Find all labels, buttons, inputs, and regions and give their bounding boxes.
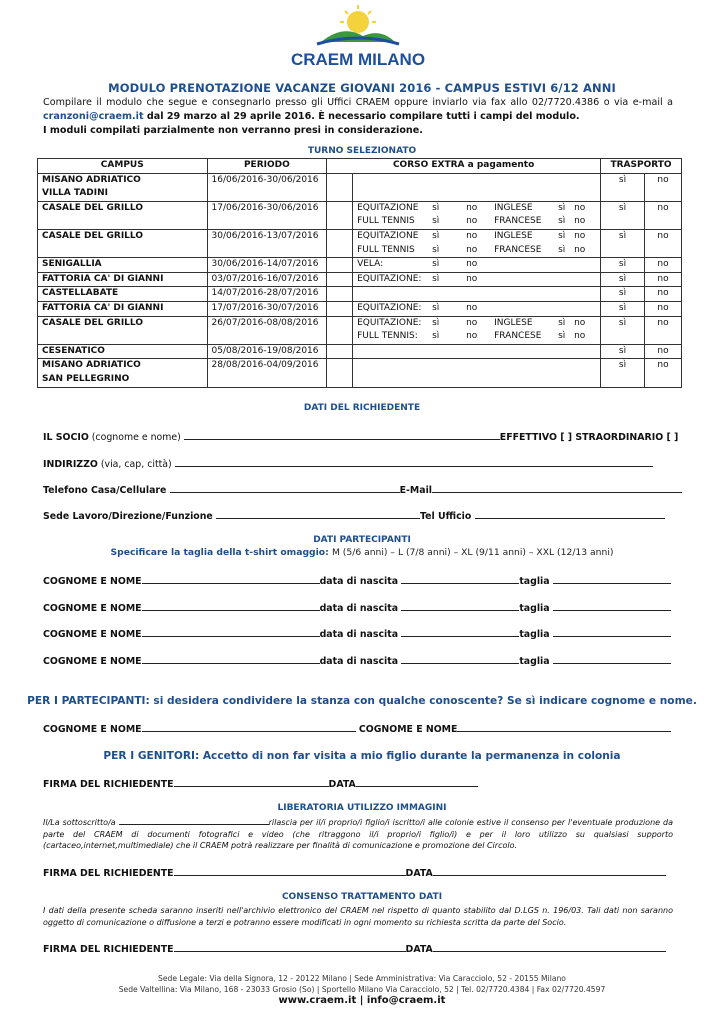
indirizzo-row	[43, 457, 653, 470]
socio-field[interactable]	[184, 430, 500, 440]
extra-course-name: VELA:	[357, 259, 384, 270]
footer-line-1: Sede Legale: Via della Signora, 12 - 20122 Milano | Sede Amministrativa: Via Caracciolo, 52 - 20155 Milano	[158, 974, 566, 983]
email-label: E-Mail	[399, 485, 433, 496]
extra-no-option[interactable]: no	[466, 273, 478, 284]
table-header-row	[38, 159, 682, 174]
extra-si-option-2[interactable]: sì	[558, 244, 566, 255]
stanza-cognome-label-1: COGNOME E NOME	[43, 724, 142, 735]
consenso-firma-label: FIRMA DEL RICHIEDENTE	[43, 944, 174, 955]
liberatoria-text-a: Il/La sottoscritto/a	[43, 818, 119, 827]
trasporto-si[interactable]: sì	[601, 301, 645, 316]
extra-si-option[interactable]: sì	[432, 302, 440, 313]
liberatoria-data-field[interactable]	[433, 866, 666, 876]
extra-cell	[353, 359, 601, 387]
periodo-cell: 17/07/2016-30/07/2016	[207, 301, 327, 316]
intro-text	[43, 96, 673, 138]
indirizzo-field[interactable]	[175, 457, 653, 467]
turno-heading: TURNO SELEZIONATO	[307, 146, 417, 156]
extra-no-option[interactable]: no	[466, 317, 478, 328]
campus-name: CASALE DEL GRILLO	[42, 202, 143, 213]
campus-cell	[38, 173, 208, 201]
trasporto-no[interactable]: no	[644, 229, 681, 257]
extra-course-line	[357, 302, 596, 316]
extra-no-option[interactable]: no	[466, 331, 478, 342]
intro-email-link[interactable]: cranzoni@craem.it	[43, 111, 144, 122]
extra-cell	[353, 229, 601, 257]
trasporto-no[interactable]: no	[644, 359, 681, 387]
extra-si-option-2[interactable]: sì	[558, 216, 566, 227]
socio-row	[43, 430, 678, 443]
extra-si-option[interactable]: sì	[432, 244, 440, 255]
trasporto-si[interactable]: sì	[601, 201, 645, 229]
participant-cognome-field[interactable]	[142, 601, 320, 611]
genitori-data-field[interactable]	[356, 777, 478, 787]
trasporto-si[interactable]: sì	[601, 344, 645, 359]
extra-no-option-2[interactable]: no	[574, 317, 586, 328]
campus-name: FATTORIA CA' DI GIANNI	[42, 302, 164, 313]
extra-si-option-2[interactable]: sì	[558, 317, 566, 328]
campus-cell	[38, 272, 208, 287]
participant-taglia-label: taglia	[519, 576, 553, 587]
participant-row	[43, 654, 671, 667]
liberatoria-heading: LIBERATORIA UTILIZZO IMMAGINI	[277, 803, 447, 813]
extra-cell	[353, 173, 601, 201]
campus-name: CASALE DEL GRILLO	[42, 230, 143, 241]
consenso-text: I dati della presente scheda saranno inseriti nell'archivio elettronico del CRAEM nel rispetto di quanto stabilito dal D.LGS n. 196/03. Tali dati non saranno oggetto di comunicazione o diffusione a terzi e potranno essere modificati in ogni momento su richiesta scritta da parte del Socio.	[43, 906, 673, 927]
participant-taglia-field[interactable]	[553, 654, 671, 664]
stanza-cognome-label-2: COGNOME E NOME	[355, 724, 458, 735]
extra-no-option[interactable]: no	[466, 244, 478, 255]
extra-cell	[353, 201, 601, 229]
extra-course-name: FULL TENNIS	[357, 216, 415, 227]
genitori-firma-row	[43, 777, 478, 790]
extra-course-line	[357, 202, 596, 216]
checkbox-cell[interactable]	[327, 258, 353, 273]
liberatoria-firma-label: FIRMA DEL RICHIEDENTE	[43, 868, 174, 879]
extra-no-option-2[interactable]: no	[574, 331, 586, 342]
extra-si-option-2[interactable]	[558, 273, 574, 287]
extra-si-option-2[interactable]: sì	[558, 202, 566, 213]
participant-cognome-label: COGNOME E NOME	[43, 656, 142, 667]
extra-course-name: EQUITAZIONE	[357, 202, 419, 213]
periodo-cell: 03/07/2016-16/07/2016	[207, 272, 327, 287]
periodo-cell: 30/06/2016-14/07/2016	[207, 258, 327, 273]
extra-course-name-2: INGLESE	[494, 317, 533, 328]
extra-course-line	[357, 258, 596, 272]
logo-text: CRAEM MILANO	[290, 50, 426, 69]
checkbox-cell[interactable]	[327, 173, 353, 201]
participant-nascita-field[interactable]	[401, 601, 519, 611]
campus-name: CESENATICO	[42, 345, 105, 356]
participant-row	[43, 627, 671, 640]
campus-cell	[38, 344, 208, 359]
table-row	[38, 173, 682, 201]
taglia-note-sizes: M (5/6 anni) – L (7/8 anni) – XL (9/11 anni) – XXL (12/13 anni)	[331, 547, 614, 558]
consenso-firma-field[interactable]	[174, 942, 406, 952]
extra-si-option-2[interactable]	[558, 302, 574, 316]
genitori-heading: PER I GENITORI: Accetto di non far visita a mio figlio durante la permanenza in colonia	[103, 750, 621, 762]
taglia-note-bold: Specificare la taglia della t-shirt omaggio:	[110, 547, 332, 558]
intro-line-1: Compilare il modulo che segue e consegnarlo presso gli Uffici CRAEM oppure inviarlo via fax allo 02/7720.4386 o via e-mail a	[43, 97, 673, 108]
header-periodo: PERIODO	[207, 159, 327, 174]
extra-course-line	[357, 273, 596, 287]
periodo-cell: 17/06/2016-30/06/2016	[207, 201, 327, 229]
participant-cognome-field[interactable]	[142, 574, 320, 584]
extra-no-option-2[interactable]: no	[574, 216, 586, 227]
header-campus: CAMPUS	[38, 159, 208, 174]
campus-name: MISANO ADRIATICO	[42, 174, 141, 185]
email-field[interactable]	[432, 483, 682, 493]
table-row	[38, 258, 682, 273]
participant-taglia-label: taglia	[519, 629, 553, 640]
participant-taglia-field[interactable]	[553, 601, 671, 611]
periodo-cell: 16/06/2016-30/06/2016	[207, 173, 327, 201]
extra-cell	[353, 301, 601, 316]
telefono-field[interactable]	[170, 483, 400, 493]
extra-course-name: EQUITAZIONE:	[357, 317, 422, 328]
socio-label: IL SOCIO	[43, 432, 89, 443]
extra-course-name: EQUITAZIONE:	[357, 302, 422, 313]
genitori-firma-field[interactable]	[174, 777, 329, 787]
campus-name: FATTORIA CA' DI GIANNI	[42, 273, 164, 284]
participant-nascita-label: data di nascita	[319, 629, 402, 640]
campus-name-2: SAN PELLEGRINO	[42, 373, 130, 384]
trasporto-si[interactable]: sì	[601, 229, 645, 257]
participant-cognome-field[interactable]	[142, 627, 320, 637]
stanza-cognome-field-2[interactable]	[457, 722, 671, 732]
checkbox-cell[interactable]	[327, 359, 353, 387]
extra-course-line	[357, 244, 596, 258]
extra-course-name-2: FRANCESE	[494, 331, 542, 342]
extra-no-option-2[interactable]: no	[574, 230, 586, 241]
participant-row	[43, 601, 671, 614]
turni-table	[37, 158, 682, 388]
trasporto-si[interactable]: sì	[601, 316, 645, 344]
page-title: MODULO PRENOTAZIONE VACANZE GIOVANI 2016 - CAMPUS ESTIVI 6/12 ANNI	[108, 81, 616, 95]
participant-nascita-field[interactable]	[401, 654, 519, 664]
intro-line-3: I moduli compilati parzialmente non verranno presi in considerazione.	[43, 125, 423, 136]
extra-si-option[interactable]: sì	[432, 230, 440, 241]
campus-cell	[38, 229, 208, 257]
extra-course-name-2: INGLESE	[494, 202, 533, 213]
sede-field[interactable]	[216, 509, 420, 519]
trasporto-no[interactable]: no	[644, 344, 681, 359]
participant-nascita-label: data di nascita	[319, 603, 402, 614]
checkbox-cell[interactable]	[327, 272, 353, 287]
extra-cell	[353, 258, 601, 273]
campus-name-2: VILLA TADINI	[42, 188, 108, 199]
participant-cognome-label: COGNOME E NOME	[43, 629, 142, 640]
campus-cell	[38, 316, 208, 344]
extra-course-name-2	[494, 273, 558, 287]
table-row	[38, 201, 682, 229]
extra-course-line	[357, 230, 596, 244]
extra-course-name: EQUITAZIONE:	[357, 273, 422, 284]
trasporto-no[interactable]: no	[644, 316, 681, 344]
sun-icon	[347, 11, 369, 33]
consenso-firma-row	[43, 942, 666, 955]
stanza-heading: PER I PARTECIPANTI: si desidera condividere la stanza con qualche conoscente? Se sì indicare cognome e nome.	[27, 695, 697, 707]
table-row	[38, 359, 682, 387]
extra-no-option[interactable]: no	[466, 302, 478, 313]
extra-course-name: FULL TENNIS:	[357, 331, 418, 342]
trasporto-no[interactable]: no	[644, 258, 681, 273]
periodo-cell: 30/06/2016-13/07/2016	[207, 229, 327, 257]
header-corso: CORSO EXTRA a pagamento	[327, 159, 601, 174]
craem-logo	[290, 2, 426, 70]
extra-si-option-2[interactable]: sì	[558, 230, 566, 241]
extra-si-option[interactable]: sì	[432, 202, 440, 213]
campus-cell	[38, 201, 208, 229]
participant-nascita-field[interactable]	[401, 627, 519, 637]
trasporto-si[interactable]: sì	[601, 173, 645, 201]
campus-cell	[38, 258, 208, 273]
campus-name: CASTELLABATE	[42, 288, 119, 299]
extra-course-name-2: FRANCESE	[494, 244, 542, 255]
extra-si-option[interactable]: sì	[432, 317, 440, 328]
extra-si-option-2[interactable]: sì	[558, 331, 566, 342]
extra-si-option[interactable]: sì	[432, 273, 440, 284]
stanza-cognome-field-1[interactable]	[142, 722, 356, 732]
periodo-cell: 05/08/2016-19/08/2016	[207, 344, 327, 359]
extra-course-name: FULL TENNIS	[357, 244, 415, 255]
table-row	[38, 344, 682, 359]
participant-cognome-label: COGNOME E NOME	[43, 576, 142, 587]
checkbox-cell[interactable]	[327, 301, 353, 316]
campus-cell	[38, 287, 208, 302]
extra-si-option[interactable]: sì	[432, 331, 440, 342]
tel-ufficio-label: Tel Ufficio	[420, 511, 475, 522]
participant-cognome-field[interactable]	[142, 654, 320, 664]
table-row	[38, 301, 682, 316]
extra-no-option[interactable]: no	[466, 202, 478, 213]
genitori-data-label: DATA	[328, 779, 356, 790]
extra-si-option-2[interactable]	[558, 258, 574, 272]
tel-ufficio-field[interactable]	[475, 509, 665, 519]
richiedente-heading: DATI DEL RICHIEDENTE	[303, 403, 421, 413]
campus-name: MISANO ADRIATICO	[42, 360, 141, 371]
extra-course-name: EQUITAZIONE	[357, 230, 419, 241]
participant-nascita-label: data di nascita	[319, 656, 402, 667]
campus-cell	[38, 301, 208, 316]
participant-taglia-label: taglia	[519, 603, 553, 614]
extra-course-name-2	[494, 302, 558, 316]
consenso-heading: CONSENSO TRATTAMENTO DATI	[281, 892, 443, 902]
trasporto-no[interactable]: no	[644, 301, 681, 316]
trasporto-si[interactable]: sì	[601, 287, 645, 302]
trasporto-si[interactable]: sì	[601, 272, 645, 287]
extra-no-option[interactable]: no	[466, 230, 478, 241]
trasporto-no[interactable]: no	[644, 287, 681, 302]
trasporto-no[interactable]: no	[644, 173, 681, 201]
extra-course-line	[357, 215, 596, 229]
participant-row	[43, 574, 671, 587]
participant-nascita-label: data di nascita	[319, 576, 402, 587]
extra-no-option[interactable]: no	[466, 216, 478, 227]
participant-cognome-label: COGNOME E NOME	[43, 603, 142, 614]
extra-cell	[353, 316, 601, 344]
intro-line-2: dal 29 marzo al 29 aprile 2016. È necessario compilare tutti i campi del modulo.	[143, 111, 580, 122]
telefono-label: Telefono Casa/Cellulare	[43, 485, 170, 496]
consenso-data-field[interactable]	[433, 942, 666, 952]
campus-name: SENIGALLIA	[42, 259, 102, 270]
periodo-cell: 26/07/2016-08/08/2016	[207, 316, 327, 344]
periodo-cell: 14/07/2016-28/07/2016	[207, 287, 327, 302]
table-row	[38, 229, 682, 257]
participant-taglia-field[interactable]	[553, 627, 671, 637]
taglia-note	[0, 547, 724, 558]
extra-cell	[353, 272, 601, 287]
extra-course-line	[357, 317, 596, 331]
liberatoria-firma-field[interactable]	[174, 866, 406, 876]
sede-label: Sede Lavoro/Direzione/Funzione	[43, 511, 217, 522]
indirizzo-label: INDIRIZZO	[43, 459, 98, 470]
trasporto-no[interactable]: no	[644, 201, 681, 229]
socio-hint: (cognome e nome)	[88, 432, 184, 443]
effettivo-checkbox-text[interactable]: EFFETTIVO [ ] STRAORDINARIO [ ]	[499, 432, 679, 443]
participant-taglia-field[interactable]	[553, 574, 671, 584]
indirizzo-hint: (via, cap, città)	[97, 459, 175, 470]
liberatoria-data-label: DATA	[405, 868, 433, 879]
extra-course-line	[357, 330, 596, 344]
stanza-row	[43, 722, 671, 735]
footer-line-2: Sede Valtellina: Via Milano, 168 - 23033 Grosio (So) | Sportello Milano Via Caracciolo, 52 | Tel. 02/7720.4384 | Fax 02/7720.4597	[118, 985, 606, 994]
checkbox-cell[interactable]	[327, 316, 353, 344]
genitori-firma-label: FIRMA DEL RICHIEDENTE	[43, 779, 174, 790]
extra-no-option-2[interactable]: no	[574, 244, 586, 255]
table-row	[38, 316, 682, 344]
checkbox-cell[interactable]	[327, 287, 353, 302]
extra-course-name-2: INGLESE	[494, 230, 533, 241]
extra-cell	[353, 344, 601, 359]
extra-course-name-2	[494, 258, 558, 272]
trasporto-si[interactable]: sì	[601, 359, 645, 387]
extra-no-option-2[interactable]: no	[574, 202, 586, 213]
checkbox-cell[interactable]	[327, 229, 353, 257]
extra-cell	[353, 287, 601, 302]
campus-name: CASALE DEL GRILLO	[42, 317, 143, 328]
telefono-row	[43, 483, 682, 496]
liberatoria-text-b: rilascia per il/i proprio/i figlio/i iscritto/i alle colonie estive il consenso per l'eventuale produzione da parte del CRAEM di documenti fotografici e video (che ritraggono il/i proprio/i figlio/i) e per il loro utilizzo su qualsiasi supporto (cartaceo,internet,multimediale) che il CRAEM potrà realizzare per finalità di comunicazione e promozione del Circolo.	[43, 818, 673, 850]
sede-row	[43, 509, 665, 522]
campus-cell	[38, 359, 208, 387]
liberatoria-firma-row	[43, 866, 666, 879]
table-row	[38, 287, 682, 302]
footer-web-link[interactable]: www.craem.it | info@craem.it	[278, 995, 446, 1006]
liberatoria-text	[43, 816, 673, 852]
trasporto-no[interactable]: no	[644, 272, 681, 287]
consenso-data-label: DATA	[405, 944, 433, 955]
extra-no-option[interactable]: no	[466, 259, 478, 270]
trasporto-si[interactable]: sì	[601, 258, 645, 273]
header-trasporto: TRASPORTO	[601, 159, 682, 174]
periodo-cell: 28/08/2016-04/09/2016	[207, 359, 327, 387]
checkbox-cell[interactable]	[327, 201, 353, 229]
liberatoria-name-field[interactable]	[119, 816, 269, 825]
extra-si-option[interactable]: sì	[432, 216, 440, 227]
extra-si-option[interactable]: sì	[432, 259, 440, 270]
checkbox-cell[interactable]	[327, 344, 353, 359]
participant-nascita-field[interactable]	[401, 574, 519, 584]
partecipanti-heading: DATI PARTECIPANTI	[313, 535, 411, 545]
extra-course-name-2: FRANCESE	[494, 216, 542, 227]
participant-taglia-label: taglia	[519, 656, 553, 667]
table-row	[38, 272, 682, 287]
